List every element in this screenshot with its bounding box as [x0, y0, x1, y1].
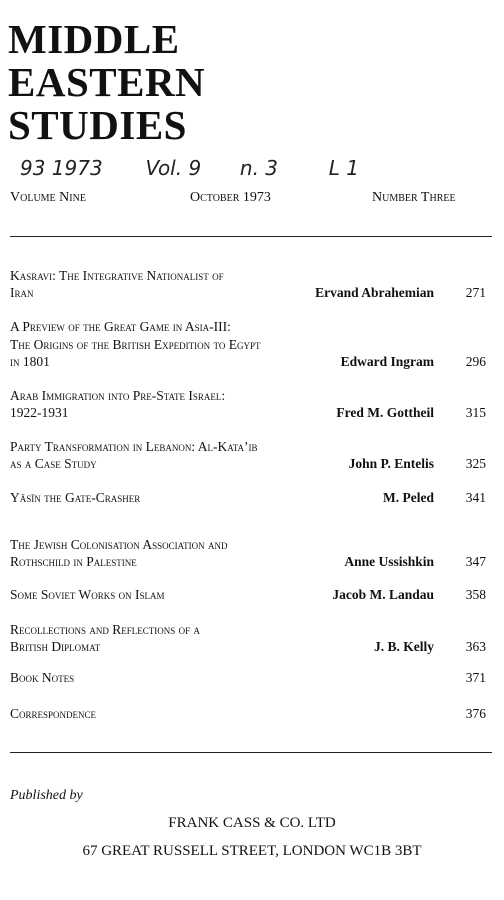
toc-title-last-line: Book Notes — [10, 670, 75, 685]
toc-title-line: Party Transformation in Lebanon: Al-Kata’ib — [10, 439, 258, 454]
toc-page-number: 315 — [465, 405, 486, 420]
issue-number: Number Three — [372, 190, 456, 205]
toc-title-row — [10, 405, 496, 423]
toc-page-number: 271 — [465, 285, 486, 300]
toc-title-line: A Preview of the Great Game in Asia-III: — [10, 319, 231, 334]
toc-title-last-line: 1922-1931 — [10, 405, 69, 420]
toc-entry — [10, 267, 496, 303]
toc-page-number: 325 — [465, 456, 486, 471]
toc-title-last-line: Yāsīn the Gate-Crasher — [10, 490, 141, 505]
toc-page-number: 376 — [465, 706, 486, 721]
toc-page-number: 296 — [465, 354, 486, 369]
journal-title — [8, 18, 205, 147]
toc-title-last-line: in 1801 — [10, 354, 50, 369]
toc-author: Fred M. Gottheil — [336, 405, 434, 420]
title-line-3: STUDIES — [8, 102, 187, 148]
toc-author: Ervand Abrahemian — [315, 285, 434, 300]
publisher-address: 67 GREAT RUSSELL STREET, LONDON WC1B 3BT — [82, 843, 422, 859]
toc-author: Jacob M. Landau — [332, 587, 434, 602]
toc-title-row — [10, 639, 496, 657]
handwritten-number: n. 3 — [239, 156, 279, 180]
toc-entry — [10, 670, 496, 688]
handwritten-annotation — [20, 156, 359, 180]
toc-title-row — [10, 554, 496, 572]
toc-title-row — [10, 706, 496, 724]
toc-title-line: Kasravi: The Integrative Nationalist of — [10, 268, 224, 283]
toc-title-row — [10, 490, 496, 508]
toc-author: John P. Entelis — [348, 456, 434, 471]
toc-page-number: 358 — [465, 587, 486, 602]
toc-author: M. Peled — [383, 490, 434, 505]
toc-title-last-line: British Diplomat — [10, 639, 101, 654]
toc-page-number: 371 — [465, 670, 486, 685]
toc-title-row — [10, 285, 496, 303]
toc-title-last-line: Iran — [10, 285, 34, 300]
toc-title-last-line: Some Soviet Works on Islam — [10, 587, 165, 602]
toc-page-number: 363 — [465, 639, 486, 654]
toc-entry — [10, 587, 496, 605]
issue-volume: Volume Nine — [10, 190, 86, 205]
toc-title-line: Recollections and Reflections of a — [10, 622, 201, 637]
handwritten-volume: Vol. 9 — [145, 156, 202, 180]
toc-author: Edward Ingram — [340, 354, 434, 369]
title-line-2: EASTERN — [8, 59, 206, 105]
toc-page-number: 347 — [465, 554, 486, 569]
toc-title-last-line: Rothschild in Palestine — [10, 554, 137, 569]
toc-entry — [10, 621, 496, 657]
toc-entry — [10, 318, 496, 372]
toc-title-row — [10, 587, 496, 605]
handwritten-code: L 1 — [328, 156, 359, 180]
publisher-name: FRANK CASS & CO. LTD — [168, 815, 336, 831]
bottom-divider — [10, 752, 492, 753]
issue-date: October 1973 — [190, 190, 271, 205]
toc-title-line: Arab Immigration into Pre-State Israel: — [10, 388, 226, 403]
title-line-1: MIDDLE — [8, 16, 180, 62]
top-divider — [10, 236, 492, 237]
toc-entry — [10, 490, 496, 508]
toc-title-row — [10, 354, 496, 372]
toc-title-last-line: as a Case Study — [10, 456, 97, 471]
toc-title-row — [10, 456, 496, 474]
toc-entry — [10, 706, 496, 724]
toc-title-line: The Jewish Colonisation Association and — [10, 537, 228, 552]
published-by-label: Published by — [10, 788, 83, 803]
toc-entry — [10, 438, 496, 474]
toc-title-line: The Origins of the British Expedition to Egypt — [10, 337, 261, 352]
handwritten-year: 93 1973 — [20, 156, 103, 180]
toc-page-number: 341 — [465, 490, 486, 505]
toc-entry — [10, 536, 496, 572]
toc-title-row — [10, 670, 496, 688]
toc-author: J. B. Kelly — [374, 639, 434, 654]
toc-entry — [10, 387, 496, 423]
toc-author: Anne Ussishkin — [344, 554, 434, 569]
toc-title-last-line: Correspondence — [10, 706, 97, 721]
